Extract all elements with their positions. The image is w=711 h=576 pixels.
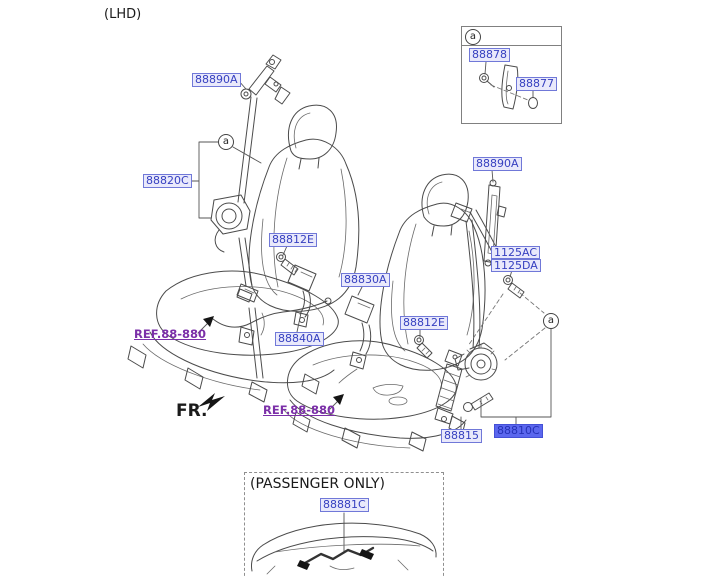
callout-88830a[interactable]: 88830A bbox=[341, 273, 390, 287]
callout-88877[interactable]: 88877 bbox=[516, 77, 557, 91]
marker-a-left[interactable]: a bbox=[218, 134, 234, 150]
callout-88812e-left[interactable]: 88812E bbox=[269, 233, 317, 247]
callout-88812e-right[interactable]: 88812E bbox=[400, 316, 448, 330]
adjuster-bolt-drawing bbox=[504, 276, 525, 299]
left-upper-anchor-drawing bbox=[241, 55, 290, 104]
callout-88881c[interactable]: 88881C bbox=[320, 498, 369, 512]
callout-88890a-left[interactable]: 88890A bbox=[192, 73, 241, 87]
ref-link-left[interactable]: REF.88-880 bbox=[134, 327, 207, 341]
callout-88840a[interactable]: 88840A bbox=[275, 332, 324, 346]
drive-type-label: (LHD) bbox=[104, 7, 142, 22]
marker-a-inset[interactable]: a bbox=[465, 29, 481, 45]
ref-arrows bbox=[198, 316, 344, 409]
anchor-pretensioner-drawing bbox=[435, 350, 462, 424]
right-retractor-drawing bbox=[455, 343, 497, 412]
left-wiring-drawing bbox=[213, 289, 331, 335]
left-seat-drawing bbox=[128, 105, 359, 402]
callout-88820c[interactable]: 88820C bbox=[143, 174, 192, 188]
callout-1125ac[interactable]: 1125AC bbox=[491, 246, 540, 259]
callout-1125da[interactable]: 1125DA bbox=[491, 259, 541, 272]
callout-88810c-highlighted[interactable]: 88810C bbox=[494, 424, 543, 438]
callout-88815[interactable]: 88815 bbox=[441, 429, 482, 443]
fr-direction-label: FR. bbox=[176, 401, 208, 421]
inset-detail-box bbox=[461, 26, 562, 124]
ref-link-right[interactable]: REF.88-880 bbox=[263, 403, 336, 417]
right-anchor-bolt-drawing bbox=[415, 336, 433, 359]
right-buckle-drawing bbox=[339, 296, 374, 383]
left-retractor-drawing bbox=[211, 195, 258, 302]
callout-88890a-right[interactable]: 88890A bbox=[473, 157, 522, 171]
left-anchor-bolt-drawing bbox=[277, 253, 299, 276]
marker-a-right[interactable]: a bbox=[543, 313, 559, 329]
callout-88878[interactable]: 88878 bbox=[469, 48, 510, 62]
passenger-only-label: (PASSENGER ONLY) bbox=[250, 476, 385, 492]
